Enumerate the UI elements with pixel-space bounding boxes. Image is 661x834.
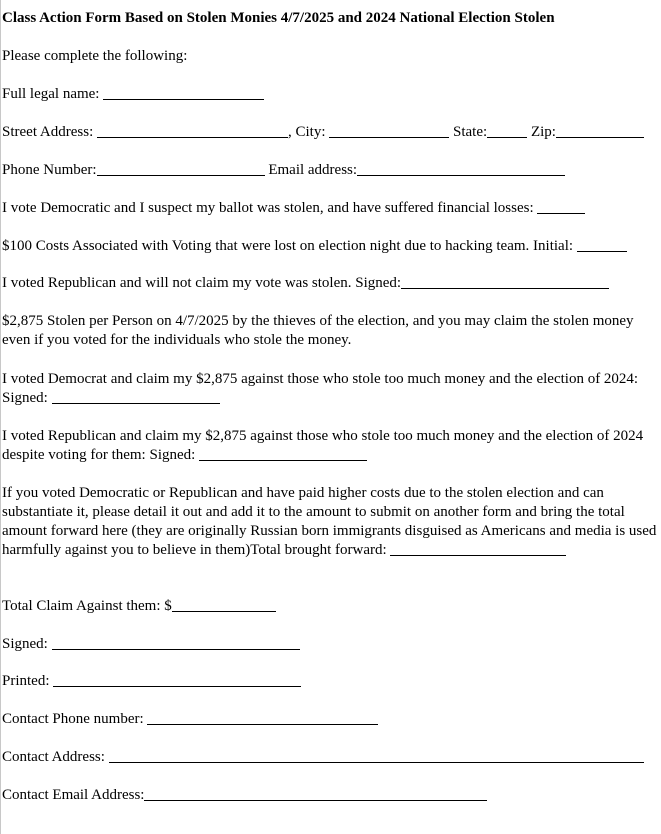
- phone-field[interactable]: [97, 161, 265, 176]
- costs-100-initial-field[interactable]: [577, 237, 627, 252]
- total-claim-label: Total Claim Against them: $: [2, 598, 172, 614]
- rep-no-claim-text: I voted Republican and will not claim my vote was stolen. Signed:: [2, 275, 402, 291]
- contact-address-label: Contact Address:: [2, 749, 109, 765]
- printed-label: Printed:: [2, 673, 54, 689]
- printed-row: [2, 672, 301, 691]
- dem-suspect-text: I vote Democratic and I suspect my ballot was stolen, and have suffered financial losses:: [2, 200, 538, 216]
- contact-email-row: [2, 786, 487, 805]
- dem-claim-text: I voted Democrat and claim my $2,875 against those who stole too much money and the election of 2024: Signed:: [2, 371, 639, 406]
- dem-suspect-row: [2, 199, 585, 218]
- full-name-row: [2, 85, 264, 104]
- rep-claim-text: I voted Republican and claim my $2,875 against those who stole too much money and the election of 2024 despite voting for them: Signed:: [2, 428, 644, 463]
- dem-suspect-field[interactable]: [537, 199, 585, 214]
- total-claim-row: [2, 597, 276, 616]
- city-field[interactable]: [329, 123, 449, 138]
- address-row: [2, 123, 644, 142]
- costs-100-row: [2, 237, 627, 256]
- higher-costs-row: [2, 484, 661, 560]
- full-name-field[interactable]: [103, 85, 264, 100]
- email-label: Email address:: [264, 162, 358, 178]
- rep-claim-row: [2, 427, 661, 465]
- phone-label: Phone Number:: [2, 162, 97, 178]
- rep-claim-signature-field[interactable]: [199, 446, 367, 461]
- contact-email-field[interactable]: [144, 786, 487, 801]
- city-label: , City:: [288, 124, 330, 140]
- rep-no-claim-row: [2, 274, 609, 293]
- state-field[interactable]: [487, 123, 527, 138]
- signed-label: Signed:: [2, 636, 52, 652]
- costs-100-text: $100 Costs Associated with Voting that were lost on election night due to hacking team. Initial:: [2, 238, 577, 254]
- contact-phone-field[interactable]: [147, 710, 378, 725]
- zip-field[interactable]: [556, 123, 644, 138]
- total-claim-field[interactable]: [172, 597, 276, 612]
- state-label: State:: [449, 124, 488, 140]
- intro-text: Please complete the following:: [2, 48, 188, 64]
- contact-row: [2, 161, 565, 180]
- dem-claim-signature-field[interactable]: [52, 389, 220, 404]
- contact-email-label: Contact Email Address:: [2, 787, 145, 803]
- rep-no-claim-signature-field[interactable]: [401, 274, 609, 289]
- signed-field[interactable]: [52, 635, 300, 650]
- contact-phone-label: Contact Phone number:: [2, 711, 148, 727]
- signed-row: [2, 635, 300, 654]
- email-field[interactable]: [357, 161, 565, 176]
- zip-label: Zip:: [527, 124, 556, 140]
- total-brought-forward-field[interactable]: [390, 541, 566, 556]
- dem-claim-row: [2, 370, 661, 408]
- street-label: Street Address:: [2, 124, 97, 140]
- higher-costs-text: If you voted Democratic or Republican and have paid higher costs due to the stolen election and can substantiate it, please detail it out and add it to the amount to submit on another form and bring the total amount forward here (they are originally Russian born immigrants disguised as Americans and media is used harmfully against you to believe in them)Total brought forward:: [2, 485, 657, 558]
- form-title: Class Action Form Based on Stolen Monies 4/7/2025 and 2024 National Election Stolen: [2, 10, 555, 26]
- printed-field[interactable]: [53, 672, 301, 687]
- stolen-2875-text: $2,875 Stolen per Person on 4/7/2025 by the thieves of the election, and you may claim the stolen money even if you voted for the individuals who stole the money.: [2, 313, 634, 348]
- contact-phone-row: [2, 710, 378, 729]
- contact-address-row: [2, 748, 644, 767]
- street-field[interactable]: [97, 123, 288, 138]
- full-name-label: Full legal name:: [2, 86, 104, 102]
- contact-address-field[interactable]: [109, 748, 644, 763]
